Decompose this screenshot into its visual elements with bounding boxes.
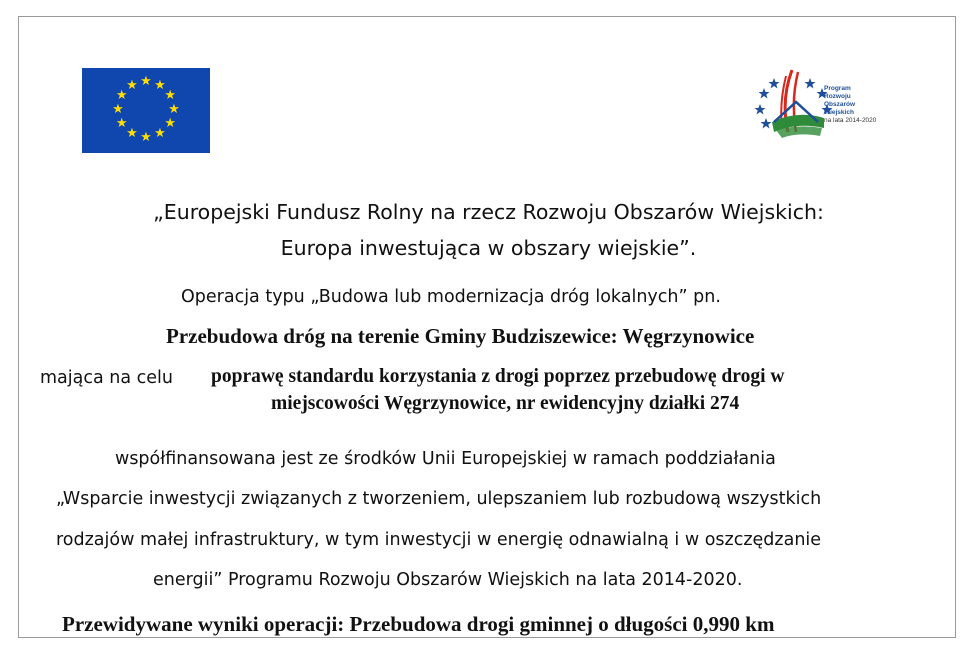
goal-line-2: miejscowości Węgrzynowice, nr ewidencyjny działki 274 <box>271 393 740 414</box>
eu-star-icon: ★ <box>154 77 166 93</box>
eu-star-icon: ★ <box>115 116 128 131</box>
eu-flag-icon <box>82 68 210 153</box>
eu-star-icon: ★ <box>154 126 166 142</box>
heading-line-1: „Europejski Fundusz Rolny na rzecz Rozwoju Obszarów Wiejskich: <box>153 200 824 224</box>
eu-star-icon: ★ <box>126 77 138 93</box>
heading-line-2: Europa inwestująca w obszary wiejskie”. <box>280 236 697 260</box>
eu-star-icon: ★ <box>126 126 138 142</box>
goal-prefix: mająca na celu <box>40 368 173 388</box>
financing-line-3: rodzajów małej infrastruktury, w tym inwestycji w energię odnawialną i w oszczędzanie <box>56 530 822 550</box>
financing-line-4: energii” Programu Rozwoju Obszarów Wiejskich na lata 2014-2020. <box>153 570 743 590</box>
eu-star-icon: ★ <box>140 130 152 145</box>
eu-star-icon: ★ <box>115 88 128 103</box>
goal-line-1: poprawę standardu korzystania z drogi poprzez przebudowę drogi w <box>211 366 785 387</box>
financing-line-2: „Wsparcie inwestycji związanych z tworzeniem, ulepszaniem lub rozbudową wszystkich <box>56 489 822 509</box>
operation-title: Przebudowa dróg na terenie Gminy Budziszewice: Węgrzynowice <box>166 324 755 348</box>
financing-line-1: współfinansowana jest ze środków Unii Europejskiej w ramach poddziałania <box>115 449 776 469</box>
eu-star-icon: ★ <box>112 102 124 117</box>
results-line: Przewidywane wyniki operacji: Przebudowa drogi gminnej o długości 0,990 km <box>62 612 775 636</box>
eu-star-icon: ★ <box>164 116 177 131</box>
eu-star-icon: ★ <box>164 88 177 103</box>
operation-type: Operacja typu „Budowa lub modernizacja dróg lokalnych” pn. <box>181 287 721 307</box>
prow-logo-text: Program Rozwoju Obszarów Wiejskich na lata 2014-2020 <box>824 85 877 124</box>
eu-star-icon: ★ <box>140 74 152 89</box>
eu-star-icon: ★ <box>168 102 180 117</box>
